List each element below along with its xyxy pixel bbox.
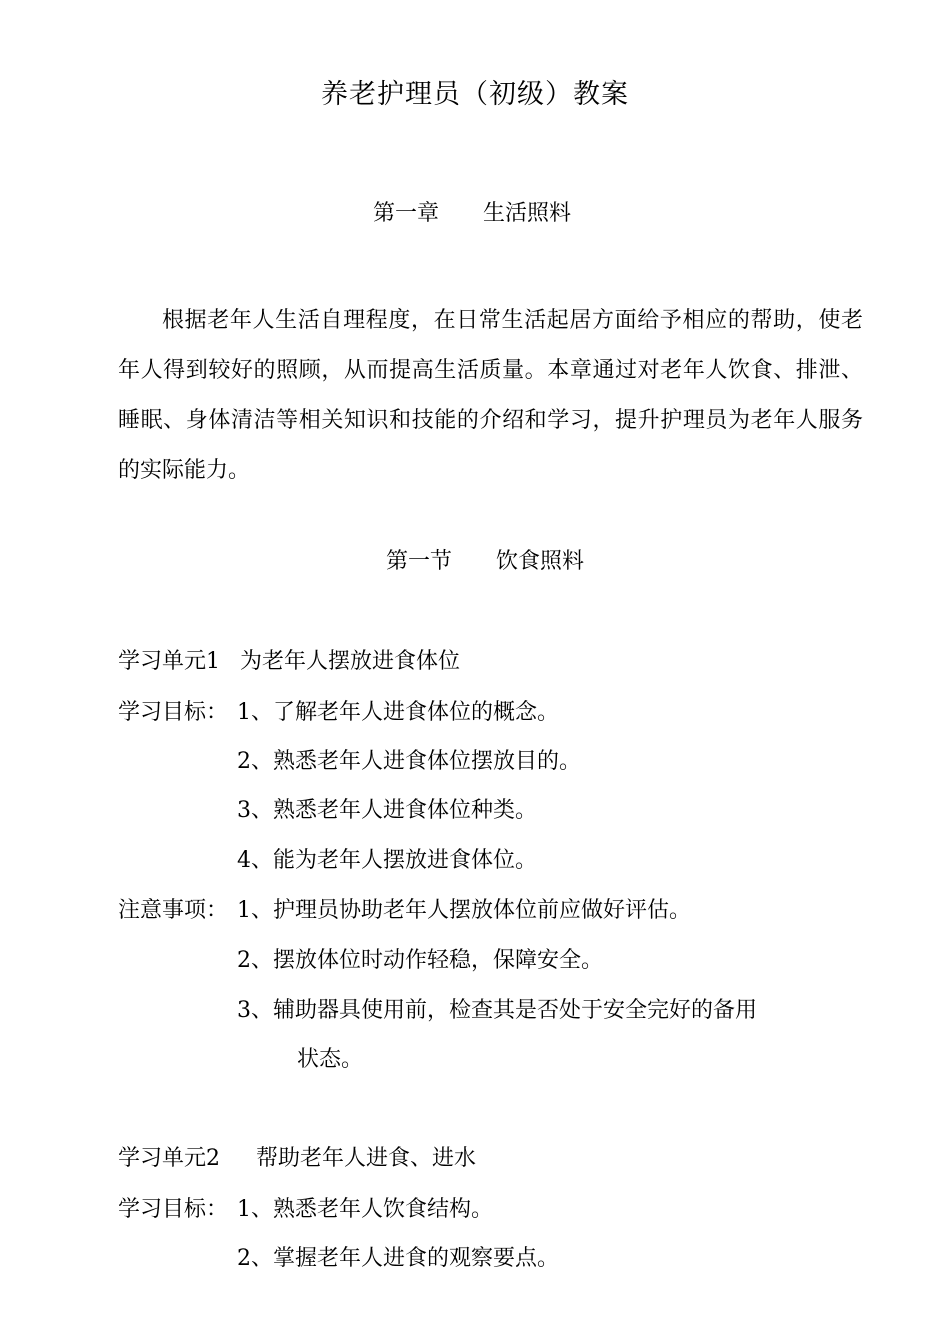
unit-1-notes-label: 注意事项： bbox=[118, 898, 229, 923]
unit-1-note-item: 2、摆放体位时动作轻稳，保障安全。 bbox=[237, 948, 603, 973]
chapter-heading bbox=[0, 198, 947, 230]
chapter-number: 第一章 bbox=[372, 201, 439, 226]
unit-1-title bbox=[118, 646, 460, 678]
chapter-name: 生活照料 bbox=[483, 201, 572, 226]
unit-1-note-item: 3、辅助器具使用前，检查其是否处于安全完好的备用 bbox=[237, 998, 757, 1023]
unit-2-objectives-label: 学习目标： bbox=[118, 1197, 229, 1222]
document-title: 养老护理员（初级）教案 bbox=[321, 79, 629, 110]
unit-2-title bbox=[118, 1143, 476, 1175]
unit-2-name: 帮助老年人进食、进水 bbox=[256, 1146, 477, 1171]
unit-2-objective-item: 1、熟悉老年人饮食结构。 bbox=[237, 1197, 493, 1222]
unit-1-objective-item: 4、能为老年人摆放进食体位。 bbox=[237, 848, 537, 873]
unit-2-objective-item: 2、掌握老年人进食的观察要点。 bbox=[237, 1246, 559, 1271]
section-name: 饮食照料 bbox=[496, 549, 585, 574]
section-number: 第一节 bbox=[385, 549, 452, 574]
unit-2-number: 学习单元2 bbox=[118, 1146, 220, 1171]
unit-1-note-item-continued: 状态。 bbox=[297, 1047, 364, 1072]
unit-1-note-item: 1、护理员协助老年人摆放体位前应做好评估。 bbox=[237, 898, 691, 923]
unit-1-objective-item: 1、了解老年人进食体位的概念。 bbox=[237, 700, 559, 725]
unit-1-number: 学习单元1 bbox=[118, 649, 220, 674]
unit-1-objective-item: 3、熟悉老年人进食体位种类。 bbox=[237, 798, 537, 823]
unit-1-objectives-label: 学习目标： bbox=[118, 700, 229, 725]
unit-1-objective-item: 2、熟悉老年人进食体位摆放目的。 bbox=[237, 749, 581, 774]
unit-1-name: 为老年人摆放进食体位 bbox=[240, 649, 461, 674]
chapter-intro-paragraph: 根据老年人生活自理程度，在日常生活起居方面给予相应的帮助，使老年人得到较好的照顾，从而提高生活质量。本章通过对老年人饮食、排泄、睡眠、身体清洁等相关知识和技能的介绍和学习，提升护理员为老年人服务的实际能力。 bbox=[118, 308, 863, 483]
section-heading bbox=[10, 546, 950, 578]
